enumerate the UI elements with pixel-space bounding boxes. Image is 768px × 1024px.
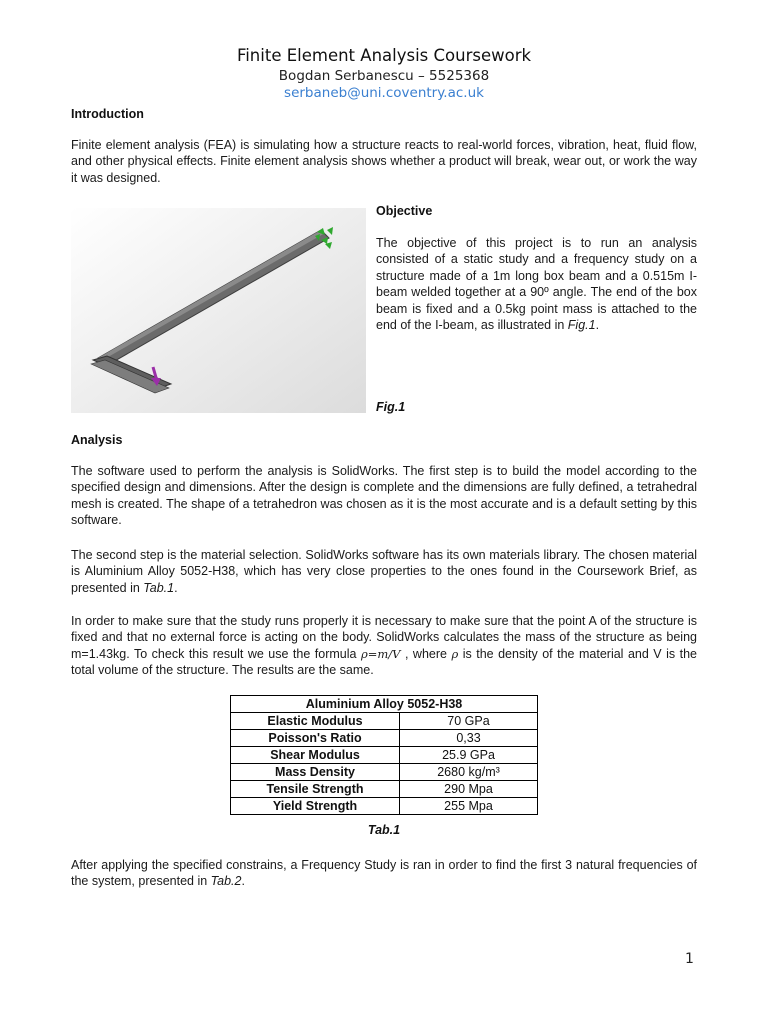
table-header-row: [231, 696, 538, 713]
analysis-paragraph-3-part3: is the density of the material and V is the total volume of the structure. The results are the same.: [71, 646, 698, 678]
analysis-paragraph-3: [71, 613, 697, 679]
property-value: 2680 kg/m³: [400, 764, 538, 781]
introduction-paragraph: Finite element analysis (FEA) is simulating how a structure reacts to real-world forces, vibration, heat, fluid flow, and other physical effects. Finite element analysis shows whether a product will break, wear out, or work the way it was designed.: [71, 138, 697, 185]
property-value: 0,33: [400, 730, 538, 747]
analysis-paragraph-3-part1: In order to make sure that the study runs properly it is necessary to make sure that the point A of the structure is fixed and that no external force is acting on the body. SolidWorks calculates the mass of the structure as being m=1.43kg. To check this result we use the formula: [71, 614, 697, 661]
property-value: 70 GPa: [400, 713, 538, 730]
objective-text-end: .: [595, 318, 600, 333]
title-block: [0, 44, 768, 102]
table-reference: Tab.1: [143, 580, 175, 595]
table-row: [231, 713, 538, 730]
property-name: Mass Density: [231, 764, 400, 781]
analysis-heading: Analysis: [71, 433, 123, 447]
property-value: 25.9 GPa: [400, 747, 538, 764]
property-value: 290 Mpa: [400, 781, 538, 798]
table-header: Aluminium Alloy 5052-H38: [231, 696, 538, 713]
density-symbol: ρ: [451, 646, 459, 661]
table-row: [231, 764, 538, 781]
analysis-paragraph-2-end: .: [174, 580, 178, 595]
table-row: [231, 798, 538, 815]
figure-caption: Fig.1: [376, 400, 406, 414]
closing-text-end: .: [241, 874, 245, 889]
property-name: Yield Strength: [231, 798, 400, 815]
closing-text: After applying the specified constrains, a Frequency Study is ran in order to find the first 3 natural frequencies of the system, presented in: [71, 858, 697, 889]
figure-reference: Fig.1: [567, 318, 596, 333]
objective-heading: Objective: [376, 204, 433, 218]
property-name: Poisson's Ratio: [231, 730, 400, 747]
table-caption: Tab.1: [367, 823, 401, 837]
page-number: 1: [685, 951, 694, 967]
objective-text: The objective of this project is to run an analysis consisted of a static study and a frequency study on a structure made of a 1m long box beam and a 0.515m I-beam welded together at a 90º angle. The end of the box beam is fixed and a 0.5kg point mass is attached to the end of the I-beam, as illustrated in: [376, 236, 697, 333]
material-properties-table: [230, 695, 538, 815]
table-row: [231, 781, 538, 798]
analysis-paragraph-1: The software used to perform the analysis is SolidWorks. The first step is to build the model according to the specified design and dimensions. After the design is complete and the dimensions are fully defined, a tetrahedral mesh is created. The shape of a tetrahedron was chosen as it is the most accurate and is a default setting by this software.: [71, 464, 697, 528]
introduction-heading: Introduction: [71, 107, 144, 121]
objective-paragraph: [376, 235, 697, 333]
table-row: [231, 730, 538, 747]
email-link[interactable]: serbaneb@uni.coventry.ac.uk: [284, 85, 484, 101]
closing-paragraph: [71, 857, 697, 890]
property-value: 255 Mpa: [400, 798, 538, 815]
analysis-paragraph-2: [71, 547, 697, 596]
analysis-paragraph-3-part2: , where: [400, 646, 452, 661]
table-row: [231, 747, 538, 764]
table-2-reference: Tab.2: [210, 874, 242, 889]
property-name: Shear Modulus: [231, 747, 400, 764]
property-name: Tensile Strength: [231, 781, 400, 798]
beam-figure: [71, 208, 366, 413]
density-formula: ρ=m/V: [360, 646, 401, 661]
property-name: Elastic Modulus: [231, 713, 400, 730]
document-title: Finite Element Analysis Coursework: [236, 46, 532, 65]
author-line: Bogdan Serbanescu – 5525368: [278, 68, 490, 84]
analysis-paragraph-2-text: The second step is the material selection. SolidWorks software has its own materials library. The chosen material is Aluminium Alloy 5052-H38, which has very close properties to the ones found in the Coursework Brief, as presented in: [71, 548, 697, 595]
